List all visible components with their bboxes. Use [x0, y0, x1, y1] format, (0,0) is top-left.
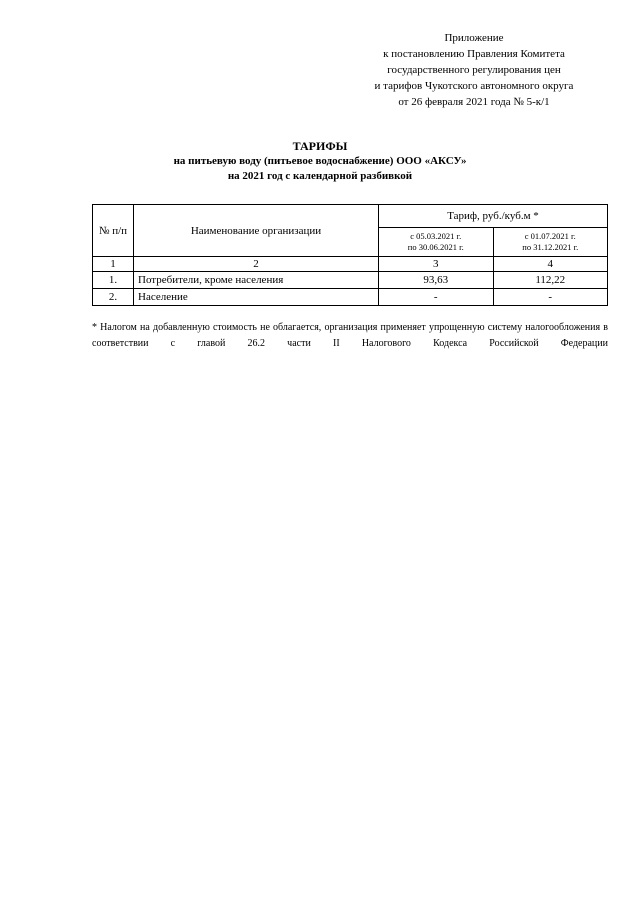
appendix-line: государственного регулирования цен	[387, 64, 561, 76]
document-subtitle-line2: на 2021 год с календарной разбивкой	[227, 170, 413, 182]
row-tariff-period-1: -	[379, 289, 494, 306]
tariff-table	[92, 204, 608, 306]
document-subtitle-line1: на питьевую воду (питьевое водоснабжение) ООО «АКСУ»	[173, 155, 467, 167]
appendix-line: и тарифов Чукотского автономного округа	[374, 80, 574, 92]
period-2-to: по 31.12.2021 г.	[522, 242, 579, 252]
row-tariff-period-1: 93,63	[379, 272, 494, 289]
table-index-row	[93, 257, 608, 272]
row-number: 1.	[93, 272, 134, 289]
row-tariff-period-2: -	[493, 289, 608, 306]
period-2-from: с 01.07.2021 г.	[524, 231, 576, 241]
index-cell: 4	[493, 257, 608, 272]
header-tariff: Тариф, руб./куб.м *	[379, 205, 608, 228]
period-1-from: с 05.03.2021 г.	[410, 231, 462, 241]
appendix-line: Приложение	[444, 32, 504, 44]
header-period-1	[379, 228, 494, 257]
document-title-block	[0, 139, 640, 184]
header-number: № п/п	[93, 205, 134, 257]
index-cell: 2	[134, 257, 379, 272]
header-period-2	[493, 228, 608, 257]
row-number: 2.	[93, 289, 134, 306]
index-cell: 3	[379, 257, 494, 272]
appendix-line: от 26 февраля 2021 года № 5-к/1	[398, 96, 550, 108]
table-row	[93, 289, 608, 306]
index-cell: 1	[93, 257, 134, 272]
footnote: * Налогом на добавленную стоимость не облагается, организация применяет упрощенную систему налогообложения в соответствии с главой 26.2 части II Налогового Кодекса Российской Федерации	[92, 322, 608, 349]
table-row	[93, 272, 608, 289]
header-organization-name: Наименование организации	[134, 205, 379, 257]
row-name: Потребители, кроме населения	[134, 272, 379, 289]
appendix-block	[344, 30, 604, 110]
row-tariff-period-2: 112,22	[493, 272, 608, 289]
row-name: Население	[134, 289, 379, 306]
appendix-line: к постановлению Правления Комитета	[383, 48, 565, 60]
table-header-row	[93, 205, 608, 228]
period-1-to: по 30.06.2021 г.	[407, 242, 464, 252]
document-title: ТАРИФЫ	[292, 139, 348, 153]
